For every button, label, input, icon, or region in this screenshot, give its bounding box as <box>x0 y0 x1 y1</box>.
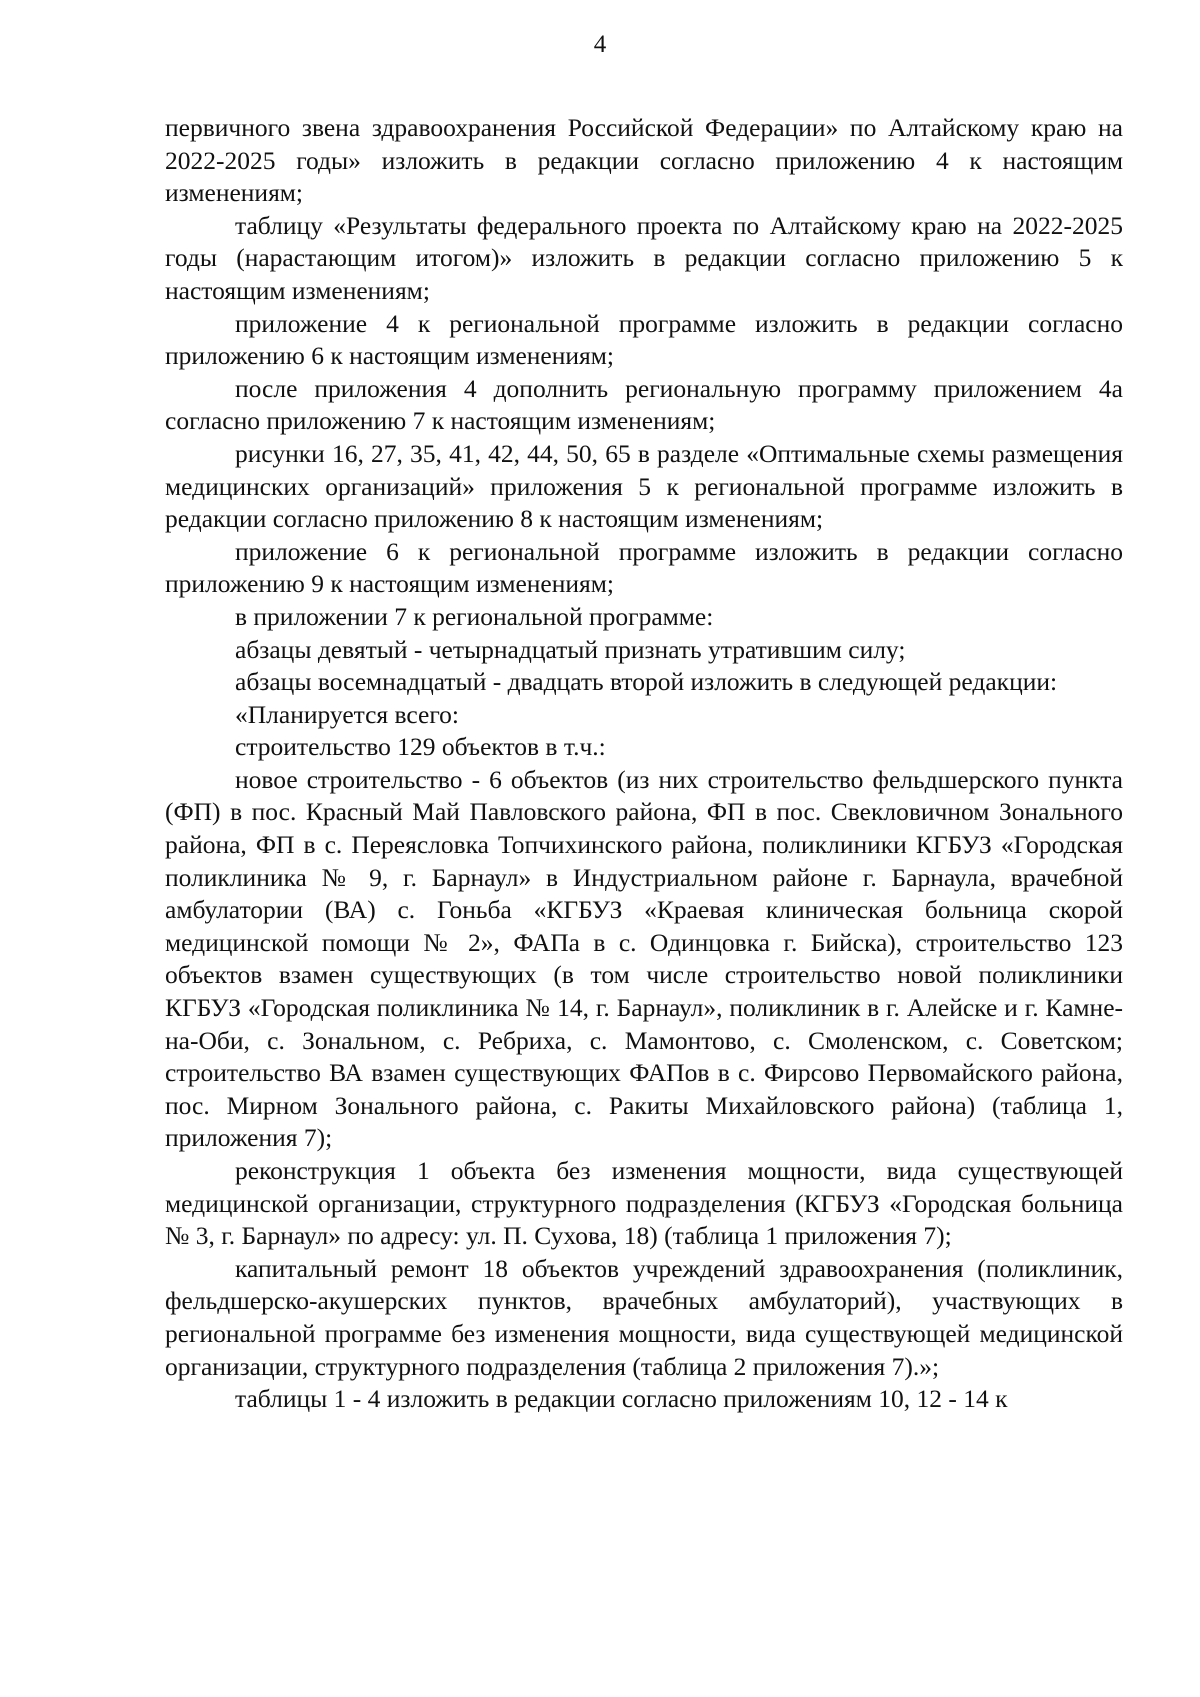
paragraph: «Планируется всего: <box>235 699 460 729</box>
paragraph: реконструкция 1 объекта без изменения мощности, вида существующей медицинской организации, структурного подразделения (КГБУЗ «Городская больница № 3, г. Барнаул» по адресу: ул. П. Сухова, 18) (таблица 1 приложения 7); <box>165 1156 1123 1251</box>
paragraph: после приложения 4 дополнить региональную программу приложением 4а согласно приложению 7 к настоящим изменениям; <box>165 373 1123 436</box>
paragraph: абзацы восемнадцатый - двадцать второй изложить в следующей редакции: <box>235 667 1058 697</box>
page-number: 4 <box>593 31 607 58</box>
paragraph: рисунки 16, 27, 35, 41, 42, 44, 50, 65 в разделе «Оптимальные схемы размещения медицинских организаций» приложения 5 к региональной программе изложить в редакции согласно приложению 8 к настоящим изменениям; <box>165 438 1123 534</box>
paragraph: приложение 4 к региональной программе изложить в редакции согласно приложению 6 к настоящим изменениям; <box>165 308 1123 371</box>
paragraph: таблицу «Результаты федерального проекта по Алтайскому краю на 2022-2025 годы (нарастающим итогом)» изложить в редакции согласно приложению 5 к настоящим изменениям; <box>165 210 1123 305</box>
paragraph: абзацы девятый - четырнадцатый признать утратившим силу; <box>235 634 906 664</box>
paragraph: приложение 6 к региональной программе изложить в редакции согласно приложению 9 к настоящим изменениям; <box>165 536 1123 599</box>
paragraph: новое строительство - 6 объектов (из них строительство фельдшерского пункта (ФП) в пос. Красный Май Павловского района, ФП в пос. Свекловичном Зонального района, ФП в с. Переясловка Топчихинского района, поликлиники КГБУЗ «Городская поликлиника № 9, г. Барнаул» в Индустриальном районе г. Барнаула, врачебной амбулатории (ВА) с. Гоньба «КГБУЗ «Краевая клиническая больница скорой медицинской помощи № 2», ФАПа в с. Одинцовка г. Бийска), строительство 123 объектов взамен существующих (в том числе строительство новой поликлиники КГБУЗ «Городская поликлиника № 14, г. Барнаул», поликлиник в г. Алейске и г. Камне-на-Оби, с. Зональном, с. Ребриха, с. Мамонтово, с. Смоленском, с. Советском; строительство ВА взамен существующих ФАПов в с. Фирсово Первомайского района, пос. Мирном Зонального района, с. Ракиты Михайловского района) (таблица 1, приложения 7); <box>165 764 1123 1153</box>
paragraph: строительство 129 объектов в т.ч.: <box>235 732 606 762</box>
paragraph: первичного звена здравоохранения Российской Федерации» по Алтайскому краю на 2022-2025 годы» изложить в редакции согласно приложению 4 к настоящим изменениям; <box>165 113 1123 208</box>
document-body <box>165 112 1123 1416</box>
paragraph: в приложении 7 к региональной программе: <box>235 601 714 631</box>
paragraph: таблицы 1 - 4 изложить в редакции согласно приложениям 10, 12 - 14 к <box>235 1384 1008 1414</box>
paragraph: капитальный ремонт 18 объектов учреждений здравоохранения (поликлиник, фельдшерско-акушерских пунктов, врачебных амбулаторий), участвующих в региональной программе без изменения мощности, вида существующей медицинской организации, структурного подразделения (таблица 2 приложения 7).»; <box>165 1253 1123 1381</box>
